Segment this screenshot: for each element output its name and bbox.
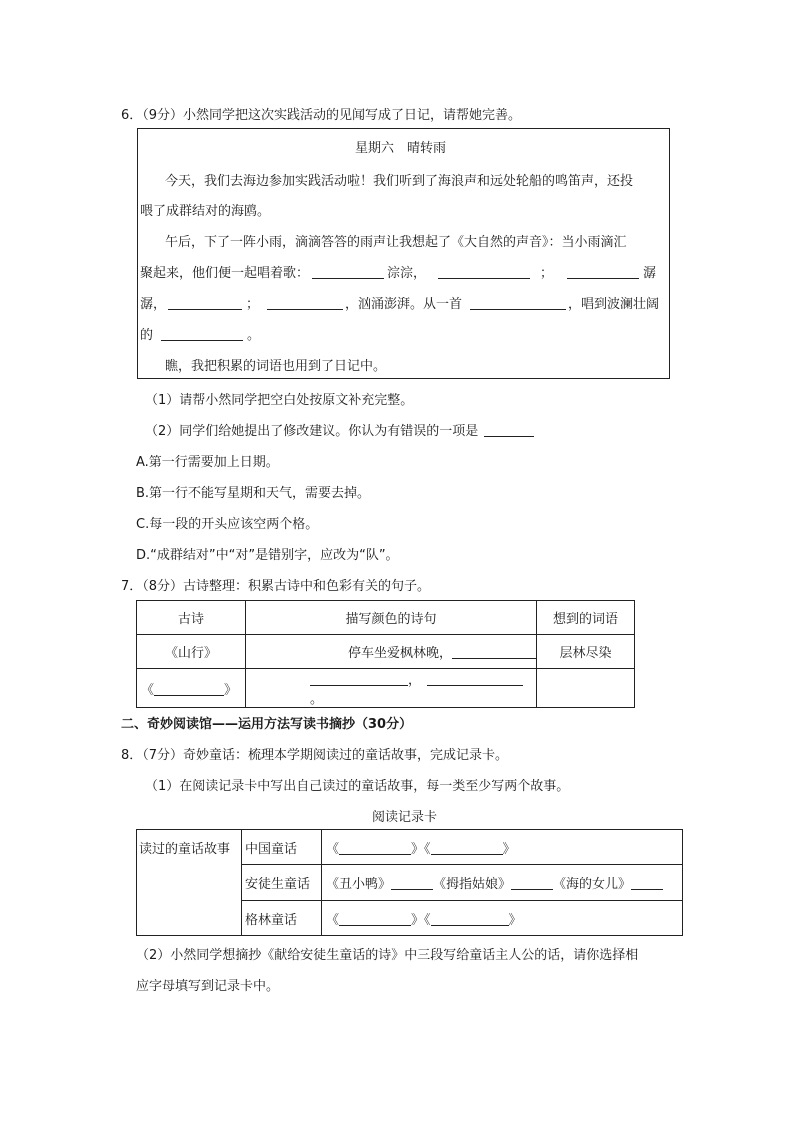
grimm-entries	[322, 901, 683, 936]
q6-title: 6．（9分）小然同学把这次实践活动的见闻写成了日记，请帮她完善。	[121, 108, 522, 123]
fill-blank-5[interactable]	[267, 295, 343, 310]
row1-line	[246, 635, 537, 669]
text: ；	[540, 266, 554, 281]
reading-card-table	[136, 829, 683, 936]
grimm-blank-1[interactable]	[339, 911, 411, 926]
grimm-blank-2[interactable]	[431, 911, 509, 926]
chinese-entries	[322, 830, 683, 865]
option-c: C.每一段的开头应该空两个格。	[136, 517, 319, 532]
header-line: 描写颜色的诗句	[246, 601, 537, 635]
option-a: A.第一行需要加上日期。	[136, 455, 279, 470]
diary-p2-line4	[140, 324, 260, 343]
diary-p3: 瞧，我把积累的词语也用到了日记中。	[165, 359, 387, 374]
poem-table	[136, 600, 635, 708]
card-title: 阅读记录卡	[372, 810, 438, 825]
diary-p1-line1: 今天，我们去海边参加实践活动啦！我们听到了海浪声和远处轮船的鸣笛声，还投	[165, 174, 634, 189]
text: 》	[502, 841, 516, 857]
q8-sub2-line2: 应字母填写到记录卡中。	[136, 979, 280, 994]
fill-blank-1[interactable]	[312, 264, 384, 279]
header-word: 想到的词语	[537, 601, 635, 635]
fill-blank-4[interactable]	[168, 295, 242, 310]
andersen-blank-3[interactable]	[631, 875, 663, 890]
cat-grimm: 格林童话	[242, 901, 322, 936]
row-header: 读过的童话故事	[137, 830, 242, 936]
row2-poem	[137, 669, 246, 708]
fill-blank-3[interactable]	[567, 264, 639, 279]
q6-sub2	[145, 420, 534, 439]
diary-p2-line2	[140, 262, 656, 281]
text: 》《	[411, 912, 431, 928]
text: 《	[141, 682, 155, 698]
text: 潺	[643, 266, 657, 281]
text: 。	[310, 692, 324, 707]
text: 聚起来，他们便一起唱着歌：	[140, 266, 310, 281]
text: 停车坐爱枫林晚，	[347, 646, 452, 661]
fill-blank-6[interactable]	[470, 295, 566, 310]
q6-sub1: （1）请帮小然同学把空白处按原文补充完整。	[145, 393, 414, 408]
diary-p2-line3	[140, 293, 659, 312]
q8-title: 8．（7分）奇妙童话：梳理本学期阅读过的童话故事，完成记录卡。	[121, 748, 509, 763]
q7-title: 7．（8分）古诗整理：积累古诗中和色彩有关的句子。	[121, 579, 431, 594]
text: 淙淙，	[387, 266, 427, 281]
diary-p2-line1: 午后，下了一阵小雨，滴滴答答的雨声让我想起了《大自然的声音》：当小雨滴汇	[165, 235, 627, 250]
text: 》	[224, 682, 238, 698]
table-header-row	[137, 601, 635, 635]
row2-blank-b[interactable]	[427, 671, 523, 686]
text: 的	[140, 328, 154, 343]
row2-word[interactable]	[537, 669, 635, 708]
text: （2）同学们给她提出了修改建议。你认为有错误的一项是	[145, 424, 479, 439]
text: 《海的女儿》	[553, 877, 632, 892]
fill-blank-7[interactable]	[161, 326, 243, 341]
row2-line	[246, 669, 537, 708]
option-d: D.“成群结对”中“对”是错别字，应改为“队”。	[136, 548, 399, 563]
text: ；	[246, 297, 260, 312]
andersen-blank-2[interactable]	[511, 875, 553, 890]
table-row	[137, 830, 683, 865]
row2-poem-blank[interactable]	[154, 681, 224, 696]
diary-p1-line2: 喂了成群结对的海鸥。	[140, 204, 271, 219]
andersen-blank-1[interactable]	[391, 875, 433, 890]
text: 《丑小鸭》	[326, 877, 392, 892]
text: 。	[247, 328, 261, 343]
row1-blank[interactable]	[452, 644, 536, 659]
diary-header: 星期六 晴转雨	[355, 141, 447, 156]
table-row	[137, 635, 635, 669]
text: ，唱到波澜壮阔	[568, 297, 660, 312]
text: ，	[408, 673, 422, 688]
row2-blank-a[interactable]	[310, 671, 408, 686]
chinese-blank-2[interactable]	[431, 840, 503, 855]
andersen-entries	[322, 865, 683, 901]
cat-andersen: 安徒生童话	[242, 865, 322, 901]
option-b: B.第一行不能写星期和天气，需要去掉。	[136, 486, 371, 501]
text: 《	[326, 841, 340, 857]
text: 《	[326, 912, 340, 928]
answer-blank[interactable]	[484, 422, 534, 437]
q8-sub2-line1: （2）小然同学想摘抄《献给安徒生童话的诗》中三段写给童话主人公的话，请你选择相	[136, 948, 639, 963]
q8-sub1: （1）在阅读记录卡中写出自己读过的童话故事，每一类至少写两个故事。	[145, 779, 570, 794]
text: 《拇指姑娘》	[433, 877, 512, 892]
header-poem: 古诗	[137, 601, 246, 635]
row1-word: 层林尽染	[537, 635, 635, 669]
section2-heading: 二、奇妙阅读馆——运用方法写读书摘抄（30分）	[121, 717, 413, 732]
table-row	[137, 669, 635, 708]
text: 》	[508, 912, 522, 928]
cat-chinese: 中国童话	[242, 830, 322, 865]
fill-blank-2[interactable]	[438, 264, 530, 279]
text: ，汹涌澎湃。从一首	[345, 297, 463, 312]
row1-poem: 《山行》	[137, 635, 246, 669]
chinese-blank-1[interactable]	[339, 840, 411, 855]
text: 》《	[411, 841, 431, 857]
text: 潺，	[140, 297, 167, 312]
